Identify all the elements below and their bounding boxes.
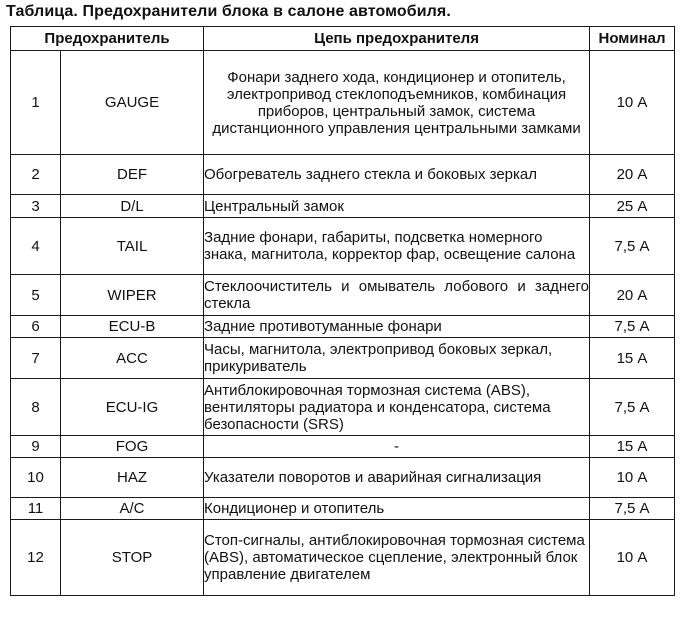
header-circuit: Цепь предохранителя xyxy=(204,27,590,51)
fuse-rating: 7,5 А xyxy=(590,316,675,338)
header-rating: Номинал xyxy=(590,27,675,51)
fuse-name: TAIL xyxy=(61,218,204,275)
fuse-number: 5 xyxy=(11,275,61,316)
table-row xyxy=(11,195,675,218)
fuse-number: 8 xyxy=(11,379,61,436)
header-fuse: Предохранитель xyxy=(11,27,204,51)
fuse-number: 4 xyxy=(11,218,61,275)
table-row xyxy=(11,51,675,155)
fuse-circuit: Стеклоочиститель и омыватель лобового и заднего стекла xyxy=(204,275,590,316)
fuse-rating: 20 А xyxy=(590,275,675,316)
fuse-name: A/C xyxy=(61,498,204,520)
fuse-number: 9 xyxy=(11,436,61,458)
fuse-name: HAZ xyxy=(61,458,204,498)
table-header-row xyxy=(11,27,675,51)
table-row xyxy=(11,155,675,195)
fuse-circuit: Фонари заднего хода, кондиционер и отопитель, электропривод стеклоподъемников, комбинация приборов, центральный замок, система дистанционного управления центральными замками xyxy=(204,51,590,155)
fuse-rating: 20 А xyxy=(590,155,675,195)
table-row xyxy=(11,498,675,520)
fuse-rating: 15 А xyxy=(590,436,675,458)
fuse-name: ACC xyxy=(61,338,204,379)
fuse-name: ECU-B xyxy=(61,316,204,338)
fuse-name: WIPER xyxy=(61,275,204,316)
fuse-rating: 25 А xyxy=(590,195,675,218)
fuse-rating: 7,5 А xyxy=(590,498,675,520)
fuse-circuit: Указатели поворотов и аварийная сигнализация xyxy=(204,458,590,498)
fuse-name: ECU-IG xyxy=(61,379,204,436)
fuse-circuit: - xyxy=(204,436,590,458)
fuse-rating: 10 А xyxy=(590,51,675,155)
fuse-rating: 10 А xyxy=(590,458,675,498)
table-row xyxy=(11,316,675,338)
table-row xyxy=(11,218,675,275)
fuse-circuit: Центральный замок xyxy=(204,195,590,218)
fuse-number: 12 xyxy=(11,520,61,596)
fuse-circuit: Антиблокировочная тормозная система (ABS), вентиляторы радиатора и конденсатора, система безопасности (SRS) xyxy=(204,379,590,436)
fuse-circuit: Часы, магнитола, электропривод боковых зеркал, прикуриватель xyxy=(204,338,590,379)
table-row xyxy=(11,436,675,458)
fuse-circuit: Стоп-сигналы, антиблокировочная тормозная система (ABS), автоматическое сцепление, электронный блок управление двигателем xyxy=(204,520,590,596)
fuse-circuit: Задние фонари, габариты, подсветка номерного знака, магнитола, корректор фар, освещение салона xyxy=(204,218,590,275)
fuse-rating: 7,5 А xyxy=(590,218,675,275)
fuse-number: 6 xyxy=(11,316,61,338)
table-row xyxy=(11,458,675,498)
fuse-name: STOP xyxy=(61,520,204,596)
fuse-circuit: Задние противотуманные фонари xyxy=(204,316,590,338)
fuse-name: GAUGE xyxy=(61,51,204,155)
fuse-name: D/L xyxy=(61,195,204,218)
fuse-circuit: Кондиционер и отопитель xyxy=(204,498,590,520)
table-caption: Таблица. Предохранители блока в салоне автомобиля. xyxy=(6,3,451,20)
fuse-number: 10 xyxy=(11,458,61,498)
fuse-number: 7 xyxy=(11,338,61,379)
fuse-rating: 10 А xyxy=(590,520,675,596)
fuse-number: 1 xyxy=(11,51,61,155)
fuse-number: 2 xyxy=(11,155,61,195)
fuse-circuit: Обогреватель заднего стекла и боковых зеркал xyxy=(204,155,590,195)
table-row xyxy=(11,338,675,379)
table-row xyxy=(11,520,675,596)
fuse-name: DEF xyxy=(61,155,204,195)
table-row xyxy=(11,275,675,316)
fuse-number: 11 xyxy=(11,498,61,520)
fuse-table xyxy=(10,26,675,596)
fuse-name: FOG xyxy=(61,436,204,458)
fuse-rating: 15 А xyxy=(590,338,675,379)
table-row xyxy=(11,379,675,436)
fuse-rating: 7,5 А xyxy=(590,379,675,436)
fuse-number: 3 xyxy=(11,195,61,218)
